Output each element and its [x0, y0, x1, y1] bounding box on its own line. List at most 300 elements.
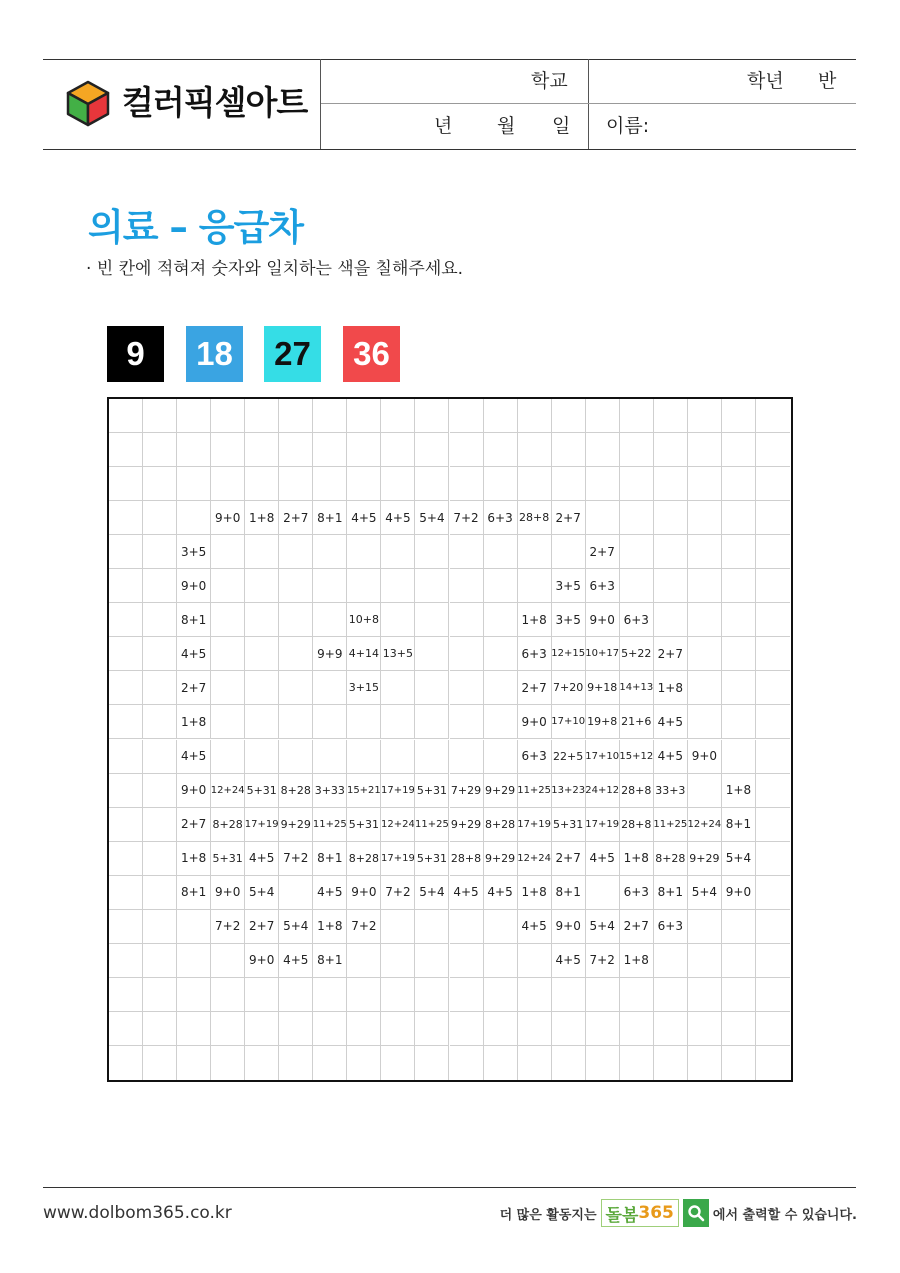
- grid-cell[interactable]: [654, 1046, 688, 1080]
- grid-cell[interactable]: [484, 637, 518, 671]
- grid-cell[interactable]: 17+19: [381, 774, 415, 808]
- grid-cell[interactable]: [450, 1046, 484, 1080]
- grid-cell[interactable]: 7+20: [552, 671, 586, 705]
- grid-cell[interactable]: [415, 978, 449, 1012]
- grid-cell[interactable]: [143, 910, 177, 944]
- grid-cell[interactable]: [756, 944, 790, 978]
- grid-cell[interactable]: 6+3: [518, 637, 552, 671]
- grid-cell[interactable]: 4+5: [177, 740, 211, 774]
- grid-cell[interactable]: 6+3: [620, 603, 654, 637]
- grid-cell[interactable]: 8+28: [484, 808, 518, 842]
- grid-cell[interactable]: [552, 467, 586, 501]
- grid-cell[interactable]: [688, 569, 722, 603]
- grid-cell[interactable]: 4+5: [245, 842, 279, 876]
- grid-cell[interactable]: [688, 774, 722, 808]
- grid-cell[interactable]: [518, 978, 552, 1012]
- grid-cell[interactable]: [654, 501, 688, 535]
- grid-cell[interactable]: 5+31: [552, 808, 586, 842]
- grid-cell[interactable]: [688, 467, 722, 501]
- grid-cell[interactable]: 2+7: [654, 637, 688, 671]
- grid-cell[interactable]: [381, 399, 415, 433]
- grid-cell[interactable]: 8+1: [313, 842, 347, 876]
- grid-cell[interactable]: 5+31: [415, 842, 449, 876]
- grid-cell[interactable]: 4+5: [313, 876, 347, 910]
- grid-cell[interactable]: 8+1: [177, 876, 211, 910]
- grid-cell[interactable]: [620, 399, 654, 433]
- grid-cell[interactable]: 9+29: [484, 774, 518, 808]
- grid-cell[interactable]: [688, 705, 722, 739]
- grid-cell[interactable]: [347, 433, 381, 467]
- grid-cell[interactable]: 12+24: [211, 774, 245, 808]
- grid-cell[interactable]: [109, 399, 143, 433]
- grid-cell[interactable]: [279, 535, 313, 569]
- grid-cell[interactable]: [450, 467, 484, 501]
- grid-cell[interactable]: 9+0: [177, 569, 211, 603]
- grid-cell[interactable]: [381, 671, 415, 705]
- grid-cell[interactable]: [143, 740, 177, 774]
- grid-cell[interactable]: [518, 467, 552, 501]
- grid-cell[interactable]: [279, 876, 313, 910]
- grid-cell[interactable]: [245, 671, 279, 705]
- grid-cell[interactable]: 2+7: [552, 501, 586, 535]
- grid-cell[interactable]: 2+7: [620, 910, 654, 944]
- grid-cell[interactable]: 9+18: [586, 671, 620, 705]
- grid-cell[interactable]: 1+8: [518, 603, 552, 637]
- grid-cell[interactable]: [756, 1046, 790, 1080]
- grid-cell[interactable]: 7+2: [211, 910, 245, 944]
- grid-cell[interactable]: 28+8: [518, 501, 552, 535]
- grid-cell[interactable]: [756, 569, 790, 603]
- grid-cell[interactable]: [109, 637, 143, 671]
- grid-cell[interactable]: [143, 603, 177, 637]
- grid-cell[interactable]: 7+2: [347, 910, 381, 944]
- grid-cell[interactable]: [756, 740, 790, 774]
- grid-cell[interactable]: [347, 978, 381, 1012]
- grid-cell[interactable]: [211, 944, 245, 978]
- grid-cell[interactable]: [756, 637, 790, 671]
- grid-cell[interactable]: 8+1: [177, 603, 211, 637]
- grid-cell[interactable]: 1+8: [313, 910, 347, 944]
- grid-cell[interactable]: [381, 944, 415, 978]
- grid-cell[interactable]: [347, 1012, 381, 1046]
- grid-cell[interactable]: [415, 467, 449, 501]
- grid-cell[interactable]: [245, 399, 279, 433]
- grid-cell[interactable]: [450, 399, 484, 433]
- grid-cell[interactable]: 8+28: [211, 808, 245, 842]
- grid-cell[interactable]: [722, 944, 756, 978]
- grid-cell[interactable]: [722, 433, 756, 467]
- grid-cell[interactable]: [688, 603, 722, 637]
- grid-cell[interactable]: [313, 671, 347, 705]
- grid-cell[interactable]: [347, 535, 381, 569]
- grid-cell[interactable]: 1+8: [654, 671, 688, 705]
- grid-cell[interactable]: [688, 535, 722, 569]
- grid-cell[interactable]: 4+5: [450, 876, 484, 910]
- grid-cell[interactable]: [484, 467, 518, 501]
- grid-cell[interactable]: [313, 1046, 347, 1080]
- grid-cell[interactable]: [211, 569, 245, 603]
- grid-cell[interactable]: [415, 535, 449, 569]
- grid-cell[interactable]: 9+29: [450, 808, 484, 842]
- grid-cell[interactable]: [722, 501, 756, 535]
- grid-cell[interactable]: [211, 535, 245, 569]
- grid-cell[interactable]: 15+12: [620, 740, 654, 774]
- grid-cell[interactable]: 3+33: [313, 774, 347, 808]
- grid-cell[interactable]: [313, 535, 347, 569]
- grid-cell[interactable]: 12+24: [688, 808, 722, 842]
- grid-cell[interactable]: [109, 433, 143, 467]
- grid-cell[interactable]: 17+10: [552, 705, 586, 739]
- grid-cell[interactable]: [415, 910, 449, 944]
- grid-cell[interactable]: 2+7: [177, 671, 211, 705]
- grid-cell[interactable]: [722, 910, 756, 944]
- grid-cell[interactable]: [109, 1012, 143, 1046]
- grid-cell[interactable]: 7+2: [450, 501, 484, 535]
- grid-cell[interactable]: [688, 671, 722, 705]
- grid-cell[interactable]: [756, 842, 790, 876]
- grid-cell[interactable]: [177, 433, 211, 467]
- grid-cell[interactable]: 12+15: [552, 637, 586, 671]
- grid-cell[interactable]: [586, 399, 620, 433]
- grid-cell[interactable]: [722, 569, 756, 603]
- grid-cell[interactable]: [484, 535, 518, 569]
- grid-cell[interactable]: [586, 978, 620, 1012]
- grid-cell[interactable]: [654, 1012, 688, 1046]
- grid-cell[interactable]: [722, 671, 756, 705]
- grid-cell[interactable]: [211, 1046, 245, 1080]
- grid-cell[interactable]: [109, 740, 143, 774]
- grid-cell[interactable]: [450, 944, 484, 978]
- grid-cell[interactable]: [381, 603, 415, 637]
- grid-cell[interactable]: [756, 876, 790, 910]
- grid-cell[interactable]: [756, 1012, 790, 1046]
- grid-cell[interactable]: [722, 705, 756, 739]
- grid-cell[interactable]: [620, 535, 654, 569]
- grid-cell[interactable]: [586, 876, 620, 910]
- grid-cell[interactable]: 4+5: [381, 501, 415, 535]
- grid-cell[interactable]: [313, 433, 347, 467]
- grid-cell[interactable]: [654, 944, 688, 978]
- grid-cell[interactable]: 1+8: [518, 876, 552, 910]
- grid-cell[interactable]: [279, 399, 313, 433]
- grid-cell[interactable]: [484, 433, 518, 467]
- grid-cell[interactable]: 15+21: [347, 774, 381, 808]
- grid-cell[interactable]: [688, 399, 722, 433]
- grid-cell[interactable]: [279, 1012, 313, 1046]
- grid-cell[interactable]: [450, 671, 484, 705]
- grid-cell[interactable]: [347, 467, 381, 501]
- grid-cell[interactable]: [109, 671, 143, 705]
- grid-cell[interactable]: [143, 774, 177, 808]
- grid-cell[interactable]: [484, 1046, 518, 1080]
- grid-cell[interactable]: [722, 740, 756, 774]
- grid-cell[interactable]: 10+17: [586, 637, 620, 671]
- grid-cell[interactable]: [313, 1012, 347, 1046]
- grid-cell[interactable]: [722, 535, 756, 569]
- grid-cell[interactable]: [688, 501, 722, 535]
- grid-cell[interactable]: 6+3: [586, 569, 620, 603]
- grid-cell[interactable]: 2+7: [245, 910, 279, 944]
- grid-cell[interactable]: [143, 944, 177, 978]
- grid-cell[interactable]: [381, 433, 415, 467]
- grid-cell[interactable]: [279, 603, 313, 637]
- grid-cell[interactable]: [722, 467, 756, 501]
- grid-cell[interactable]: 7+29: [450, 774, 484, 808]
- grid-cell[interactable]: [450, 740, 484, 774]
- grid-cell[interactable]: [211, 978, 245, 1012]
- grid-cell[interactable]: [450, 1012, 484, 1046]
- grid-cell[interactable]: 4+14: [347, 637, 381, 671]
- grid-cell[interactable]: [620, 467, 654, 501]
- grid-cell[interactable]: [756, 467, 790, 501]
- grid-cell[interactable]: 28+8: [620, 774, 654, 808]
- grid-cell[interactable]: 4+5: [518, 910, 552, 944]
- grid-cell[interactable]: [381, 910, 415, 944]
- grid-cell[interactable]: [211, 399, 245, 433]
- grid-cell[interactable]: 28+8: [620, 808, 654, 842]
- grid-cell[interactable]: 5+4: [688, 876, 722, 910]
- grid-cell[interactable]: [313, 399, 347, 433]
- grid-cell[interactable]: 13+23: [552, 774, 586, 808]
- grid-cell[interactable]: [143, 842, 177, 876]
- grid-cell[interactable]: 4+5: [654, 740, 688, 774]
- grid-cell[interactable]: 9+29: [484, 842, 518, 876]
- grid-cell[interactable]: [722, 978, 756, 1012]
- grid-cell[interactable]: [109, 603, 143, 637]
- grid-cell[interactable]: [415, 603, 449, 637]
- grid-cell[interactable]: 8+1: [313, 944, 347, 978]
- grid-cell[interactable]: [347, 705, 381, 739]
- grid-cell[interactable]: [109, 467, 143, 501]
- grid-cell[interactable]: [518, 399, 552, 433]
- grid-cell[interactable]: [177, 501, 211, 535]
- grid-cell[interactable]: [381, 467, 415, 501]
- grid-cell[interactable]: [654, 399, 688, 433]
- grid-cell[interactable]: 11+25: [654, 808, 688, 842]
- grid-cell[interactable]: [143, 876, 177, 910]
- grid-cell[interactable]: [245, 1046, 279, 1080]
- grid-cell[interactable]: [484, 705, 518, 739]
- grid-cell[interactable]: [313, 603, 347, 637]
- grid-cell[interactable]: [450, 603, 484, 637]
- grid-cell[interactable]: [143, 399, 177, 433]
- grid-cell[interactable]: [143, 705, 177, 739]
- grid-cell[interactable]: 6+3: [620, 876, 654, 910]
- grid-cell[interactable]: 1+8: [177, 705, 211, 739]
- grid-cell[interactable]: [109, 910, 143, 944]
- grid-cell[interactable]: 5+31: [347, 808, 381, 842]
- grid-cell[interactable]: 4+5: [177, 637, 211, 671]
- grid-cell[interactable]: 8+28: [654, 842, 688, 876]
- grid-cell[interactable]: [109, 842, 143, 876]
- grid-cell[interactable]: [279, 705, 313, 739]
- grid-cell[interactable]: 1+8: [245, 501, 279, 535]
- grid-cell[interactable]: [518, 569, 552, 603]
- grid-cell[interactable]: [347, 740, 381, 774]
- grid-cell[interactable]: [211, 637, 245, 671]
- grid-cell[interactable]: [143, 467, 177, 501]
- grid-cell[interactable]: [143, 501, 177, 535]
- grid-cell[interactable]: 10+8: [347, 603, 381, 637]
- grid-cell[interactable]: 2+7: [518, 671, 552, 705]
- grid-cell[interactable]: [109, 705, 143, 739]
- grid-cell[interactable]: [381, 535, 415, 569]
- grid-cell[interactable]: [518, 944, 552, 978]
- grid-cell[interactable]: 9+0: [518, 705, 552, 739]
- grid-cell[interactable]: 9+0: [722, 876, 756, 910]
- grid-cell[interactable]: [620, 978, 654, 1012]
- grid-cell[interactable]: [484, 569, 518, 603]
- grid-cell[interactable]: [654, 978, 688, 1012]
- grid-cell[interactable]: [381, 705, 415, 739]
- grid-cell[interactable]: [245, 603, 279, 637]
- grid-cell[interactable]: 2+7: [177, 808, 211, 842]
- grid-cell[interactable]: [415, 671, 449, 705]
- grid-cell[interactable]: 3+5: [552, 569, 586, 603]
- grid-cell[interactable]: [756, 808, 790, 842]
- grid-cell[interactable]: [109, 1046, 143, 1080]
- grid-cell[interactable]: [245, 433, 279, 467]
- grid-cell[interactable]: 13+5: [381, 637, 415, 671]
- grid-cell[interactable]: [143, 808, 177, 842]
- grid-cell[interactable]: [381, 978, 415, 1012]
- grid-cell[interactable]: 9+0: [245, 944, 279, 978]
- grid-cell[interactable]: [177, 399, 211, 433]
- grid-cell[interactable]: 24+12: [586, 774, 620, 808]
- grid-cell[interactable]: 4+5: [347, 501, 381, 535]
- grid-cell[interactable]: [552, 535, 586, 569]
- grid-cell[interactable]: 8+1: [313, 501, 347, 535]
- grid-cell[interactable]: [347, 944, 381, 978]
- grid-cell[interactable]: 5+22: [620, 637, 654, 671]
- grid-cell[interactable]: 5+4: [586, 910, 620, 944]
- grid-cell[interactable]: 1+8: [177, 842, 211, 876]
- grid-cell[interactable]: [518, 433, 552, 467]
- grid-cell[interactable]: [722, 1012, 756, 1046]
- grid-cell[interactable]: 17+19: [381, 842, 415, 876]
- grid-cell[interactable]: [415, 1012, 449, 1046]
- grid-cell[interactable]: 1+8: [722, 774, 756, 808]
- grid-cell[interactable]: 11+25: [313, 808, 347, 842]
- grid-cell[interactable]: [415, 944, 449, 978]
- grid-cell[interactable]: [484, 978, 518, 1012]
- grid-cell[interactable]: [552, 978, 586, 1012]
- grid-cell[interactable]: 5+31: [245, 774, 279, 808]
- grid-cell[interactable]: 5+31: [415, 774, 449, 808]
- grid-cell[interactable]: 3+15: [347, 671, 381, 705]
- grid-cell[interactable]: 22+5: [552, 740, 586, 774]
- grid-cell[interactable]: [177, 910, 211, 944]
- grid-cell[interactable]: [756, 501, 790, 535]
- grid-cell[interactable]: [484, 944, 518, 978]
- grid-cell[interactable]: [450, 910, 484, 944]
- grid-cell[interactable]: [381, 740, 415, 774]
- grid-cell[interactable]: 12+24: [518, 842, 552, 876]
- grid-cell[interactable]: [245, 467, 279, 501]
- grid-cell[interactable]: [654, 535, 688, 569]
- grid-cell[interactable]: 9+9: [313, 637, 347, 671]
- grid-cell[interactable]: [279, 978, 313, 1012]
- grid-cell[interactable]: [756, 433, 790, 467]
- grid-cell[interactable]: 9+0: [347, 876, 381, 910]
- grid-cell[interactable]: [415, 399, 449, 433]
- grid-cell[interactable]: [450, 433, 484, 467]
- grid-cell[interactable]: [143, 1046, 177, 1080]
- grid-cell[interactable]: 11+25: [518, 774, 552, 808]
- grid-cell[interactable]: 9+0: [211, 501, 245, 535]
- grid-cell[interactable]: [450, 535, 484, 569]
- grid-cell[interactable]: 6+3: [518, 740, 552, 774]
- grid-cell[interactable]: [211, 671, 245, 705]
- grid-cell[interactable]: [109, 774, 143, 808]
- grid-cell[interactable]: [756, 774, 790, 808]
- grid-cell[interactable]: [620, 569, 654, 603]
- grid-cell[interactable]: 8+1: [722, 808, 756, 842]
- grid-cell[interactable]: 2+7: [279, 501, 313, 535]
- grid-cell[interactable]: [211, 705, 245, 739]
- grid-cell[interactable]: [313, 569, 347, 603]
- grid-cell[interactable]: 4+5: [552, 944, 586, 978]
- grid-cell[interactable]: [245, 569, 279, 603]
- grid-cell[interactable]: 9+0: [688, 740, 722, 774]
- grid-cell[interactable]: [381, 1012, 415, 1046]
- grid-cell[interactable]: [586, 467, 620, 501]
- grid-cell[interactable]: [177, 1046, 211, 1080]
- grid-cell[interactable]: [552, 1012, 586, 1046]
- grid-cell[interactable]: [279, 637, 313, 671]
- grid-cell[interactable]: [245, 978, 279, 1012]
- grid-cell[interactable]: [688, 1046, 722, 1080]
- grid-cell[interactable]: 28+8: [450, 842, 484, 876]
- grid-cell[interactable]: 8+1: [552, 876, 586, 910]
- grid-cell[interactable]: [415, 433, 449, 467]
- grid-cell[interactable]: 9+0: [552, 910, 586, 944]
- grid-cell[interactable]: [279, 467, 313, 501]
- grid-cell[interactable]: [313, 705, 347, 739]
- grid-cell[interactable]: [347, 399, 381, 433]
- grid-cell[interactable]: [415, 1046, 449, 1080]
- grid-cell[interactable]: 3+5: [552, 603, 586, 637]
- grid-cell[interactable]: [450, 705, 484, 739]
- grid-cell[interactable]: [211, 603, 245, 637]
- grid-cell[interactable]: [143, 671, 177, 705]
- grid-cell[interactable]: [688, 944, 722, 978]
- grid-cell[interactable]: [484, 671, 518, 705]
- grid-cell[interactable]: 1+8: [620, 842, 654, 876]
- grid-cell[interactable]: 17+19: [245, 808, 279, 842]
- grid-cell[interactable]: 9+0: [211, 876, 245, 910]
- grid-cell[interactable]: [313, 978, 347, 1012]
- grid-cell[interactable]: [756, 399, 790, 433]
- grid-cell[interactable]: [211, 1012, 245, 1046]
- grid-cell[interactable]: [586, 433, 620, 467]
- grid-cell[interactable]: 5+31: [211, 842, 245, 876]
- grid-cell[interactable]: 12+24: [381, 808, 415, 842]
- grid-cell[interactable]: [756, 978, 790, 1012]
- grid-cell[interactable]: [109, 535, 143, 569]
- grid-cell[interactable]: 17+10: [586, 740, 620, 774]
- grid-cell[interactable]: 17+19: [518, 808, 552, 842]
- grid-cell[interactable]: [756, 535, 790, 569]
- grid-cell[interactable]: [177, 944, 211, 978]
- grid-cell[interactable]: [143, 637, 177, 671]
- grid-cell[interactable]: [381, 1046, 415, 1080]
- grid-cell[interactable]: [415, 637, 449, 671]
- grid-cell[interactable]: [518, 535, 552, 569]
- grid-cell[interactable]: [722, 637, 756, 671]
- grid-cell[interactable]: 7+2: [381, 876, 415, 910]
- grid-cell[interactable]: [484, 740, 518, 774]
